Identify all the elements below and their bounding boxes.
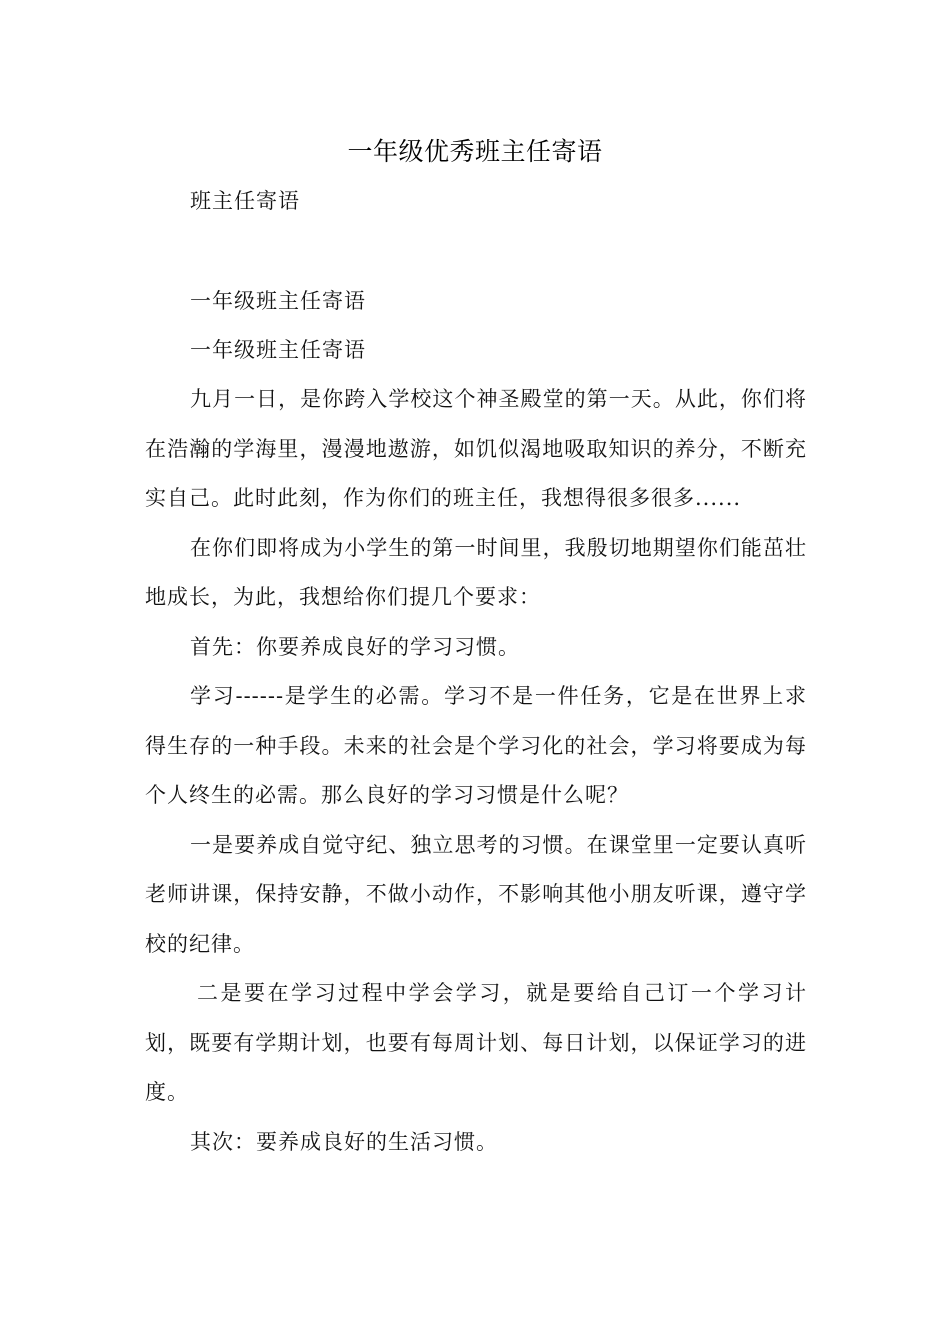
paragraph: 在你们即将成为小学生的第一时间里，我殷切地期望你们能茁壮地成长，为此，我想给你们提几个要求： xyxy=(145,535,807,609)
paragraph: 一是要养成自觉守纪、独立思考的习惯。在课堂里一定要认真听老师讲课，保持安静，不做小动作，不影响其他小朋友听课，遵守学校的纪律。 xyxy=(145,832,807,956)
document-title: 一年级优秀班主任寄语 xyxy=(347,137,603,166)
body-text xyxy=(145,375,807,1167)
paragraph: 学习------是学生的必需。学习不是一件任务，它是在世界上求得生存的一种手段。未来的社会是个学习化的社会，学习将要成为每个人终生的必需。那么良好的学习习惯是什么呢？ xyxy=(145,684,807,807)
paragraph: 九月一日，是你跨入学校这个神圣殿堂的第一天。从此，你们将在浩瀚的学海里，漫漫地遨游，如饥似渴地吸取知识的养分，不断充实自己。此时此刻，作为你们的班主任，我想得很多很多...... xyxy=(145,387,807,510)
paragraph: 其次：要养成良好的生活习惯。 xyxy=(190,1129,498,1154)
heading-2: 一年级班主任寄语 xyxy=(190,338,366,362)
paragraph: 首先：你要养成良好的学习习惯。 xyxy=(190,634,520,659)
subtitle: 班主任寄语 xyxy=(190,189,300,213)
paragraph: 二是要在学习过程中学会学习，就是要给自己订一个学习计划，既要有学期计划，也要有每周计划、每日计划，以保证学习的进度。 xyxy=(145,981,807,1104)
heading-1: 一年级班主任寄语 xyxy=(190,289,366,313)
